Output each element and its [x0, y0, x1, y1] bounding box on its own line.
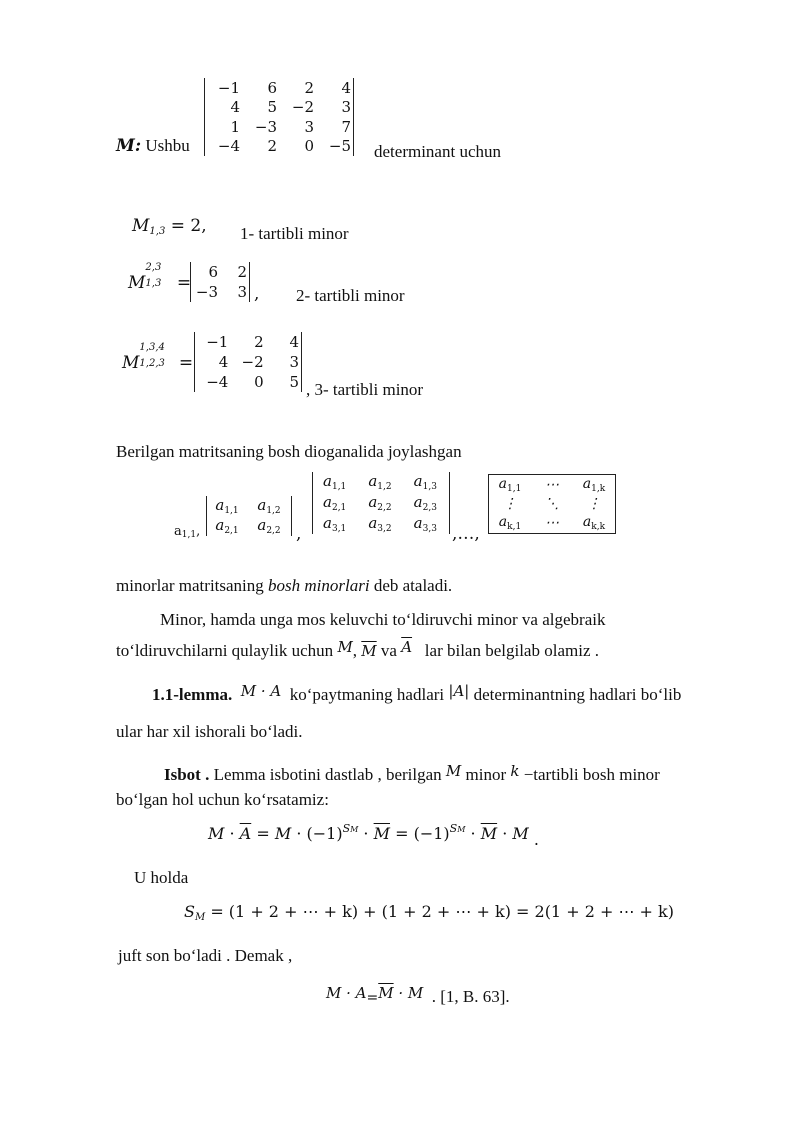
minor-paragraph-line2: to‘ldiruvchilarni qulaylik uchun M, $\overline{M}$ va $\overline{A}$ lar bilan belgilab olamiz . [116, 638, 599, 660]
matrix-cell: $a_{1,2}$ [257, 496, 281, 516]
matrix-cell: 2 [267, 137, 277, 156]
matrix-cell: 0 [304, 137, 314, 156]
equation-2: $S_M = (1 + 2$ + ⋯ + k) + (1 + 2 + ⋯ + k) = 2(1 + 2 + ⋯ + k) [184, 902, 674, 923]
minorlar-paragraph: minorlar matritsaning bosh minorlari deb ataladi. [116, 576, 453, 595]
matrix-cell: 4 [341, 78, 351, 97]
matrix-cell: 2 [254, 333, 264, 351]
minor2-lhs: M 2,3 1,3 = [128, 262, 192, 293]
minor2-determinant [190, 262, 250, 302]
matrix-cell: 3 [237, 283, 247, 301]
m-label-line [116, 136, 190, 156]
sep-comma-2: , [296, 524, 302, 544]
matrix-cell: $a_{3,1}$ [323, 513, 347, 534]
ellipsis: ,…, [452, 524, 480, 544]
matrix-cell: −5 [328, 137, 351, 156]
u-holda-text: U holda [134, 868, 189, 887]
determinant-uchun-text: determinant uchun [374, 142, 501, 161]
minor3-lhs: M 1,3,4 1,2,3 = [122, 342, 194, 373]
matrix-cell: $a_{k,1}$ [498, 514, 522, 533]
matrix-cell: 6 [267, 78, 277, 97]
lemma-title: 1.1-lemma. [152, 685, 233, 704]
minor2-comma: , [254, 284, 260, 304]
citation: . [1, B. 63]. [431, 987, 510, 1006]
intro-determinant [204, 78, 354, 156]
matrix-cell: 4 [218, 353, 229, 371]
matrix-cell: 2 [237, 263, 247, 281]
matrix-cell: 0 [254, 373, 264, 391]
minor2-label: 2- tartibli minor [296, 286, 405, 305]
matrix-cell: ⋮ [503, 495, 517, 512]
matrix-cell: −3 [254, 117, 277, 136]
principal-minor-k [488, 474, 616, 534]
principal-minor-3 [312, 472, 450, 534]
lemma-expr: M · A [240, 682, 282, 700]
matrix-cell: 3 [304, 117, 314, 136]
matrix-cell: −4 [206, 373, 229, 391]
matrix-cell: $a_{1,2}$ [368, 472, 392, 493]
matrix-cell: −1 [206, 333, 229, 351]
matrix-cell: $a_{1,1}$ [323, 472, 347, 493]
matrix-cell: 2 [304, 78, 314, 97]
matrix-cell: 7 [341, 117, 351, 136]
matrix-cell: $a_{1,1}$ [215, 496, 239, 516]
abs-a: |A| [448, 682, 470, 700]
matrix-cell: 5 [267, 98, 277, 117]
lemma-line1: 1.1-lemma. M · A ko‘paytmaning hadlari |A| determinantning hadlari bo‘lib [152, 682, 682, 704]
final-equation: $M \cdot A=\overline{M} \cdot M$ . [1, B. 63]. [326, 984, 510, 1006]
matrix-cell: ⋯ [545, 476, 559, 493]
matrix-cell: 4 [230, 98, 240, 117]
minor3-determinant [194, 332, 302, 392]
matrix-cell: $a_{2,1}$ [323, 492, 347, 513]
minor-paragraph-line1: Minor, hamda unga mos keluvchi to‘ldiruvchi minor va algebraik [160, 610, 606, 629]
a11-element: a1,1, [174, 524, 201, 540]
matrix-cell: 4 [289, 333, 299, 351]
minor1-expression: $M_{1,3} = 2$, [132, 216, 207, 237]
proof-line1: Isbot . Lemma isbotini dastlab , berilgan M minor k −tartibli bosh minor [164, 762, 660, 784]
juft-text: juft son bo‘ladi . Demak , [118, 946, 293, 965]
m-label: M: [116, 136, 142, 156]
proof-line2: bo‘lgan hol uchun ko‘rsatamiz: [116, 790, 329, 809]
matrix-cell: 5 [289, 373, 299, 391]
minor1-label: 1- tartibli minor [240, 224, 349, 243]
matrix-cell: $a_{1,k}$ [582, 475, 606, 494]
matrix-cell: −2 [241, 353, 264, 371]
matrix-cell: 6 [208, 263, 218, 281]
matrix-cell: −4 [217, 137, 240, 156]
matrix-cell: ⋮ [587, 495, 601, 512]
matrix-cell: $a_{3,3}$ [413, 513, 437, 534]
matrix-cell: −1 [217, 78, 240, 97]
matrix-cell: $a_{1,3}$ [413, 472, 437, 493]
lemma-line2: ular har xil ishorali bo‘ladi. [116, 722, 303, 741]
matrix-cell: $a_{2,2}$ [257, 516, 281, 536]
matrix-cell: 3 [289, 353, 299, 371]
matrix-cell: $a_{2,3}$ [413, 492, 437, 513]
matrix-cell: 1 [230, 117, 240, 136]
matrix-cell: ⋱ [545, 495, 559, 512]
matrix-cell: $a_{3,2}$ [368, 513, 392, 534]
matrix-cell: ⋯ [545, 515, 559, 532]
principal-intro-text: Berilgan matritsaning bosh dioganalida joylashgan [116, 442, 462, 461]
proof-title: Isbot . [164, 765, 210, 784]
ushbu-text: Ushbu [145, 136, 190, 155]
equation-1: $M \cdot \overline{A} = M \cdot (-1)℠ \cdot \overline{M} = (-1)℠ \cdot \overline{M} \cdot M$ . [208, 822, 539, 849]
matrix-cell: −3 [195, 283, 218, 301]
matrix-cell: $a_{1,1}$ [498, 475, 522, 494]
matrix-cell: $a_{2,2}$ [368, 492, 392, 513]
principal-minor-2 [206, 496, 292, 536]
matrix-cell: 3 [341, 98, 351, 117]
matrix-cell: −2 [291, 98, 314, 117]
matrix-cell: $a_{k,k}$ [582, 514, 606, 533]
matrix-cell: $a_{2,1}$ [215, 516, 239, 536]
minor3-label: , 3- tartibli minor [306, 380, 424, 399]
